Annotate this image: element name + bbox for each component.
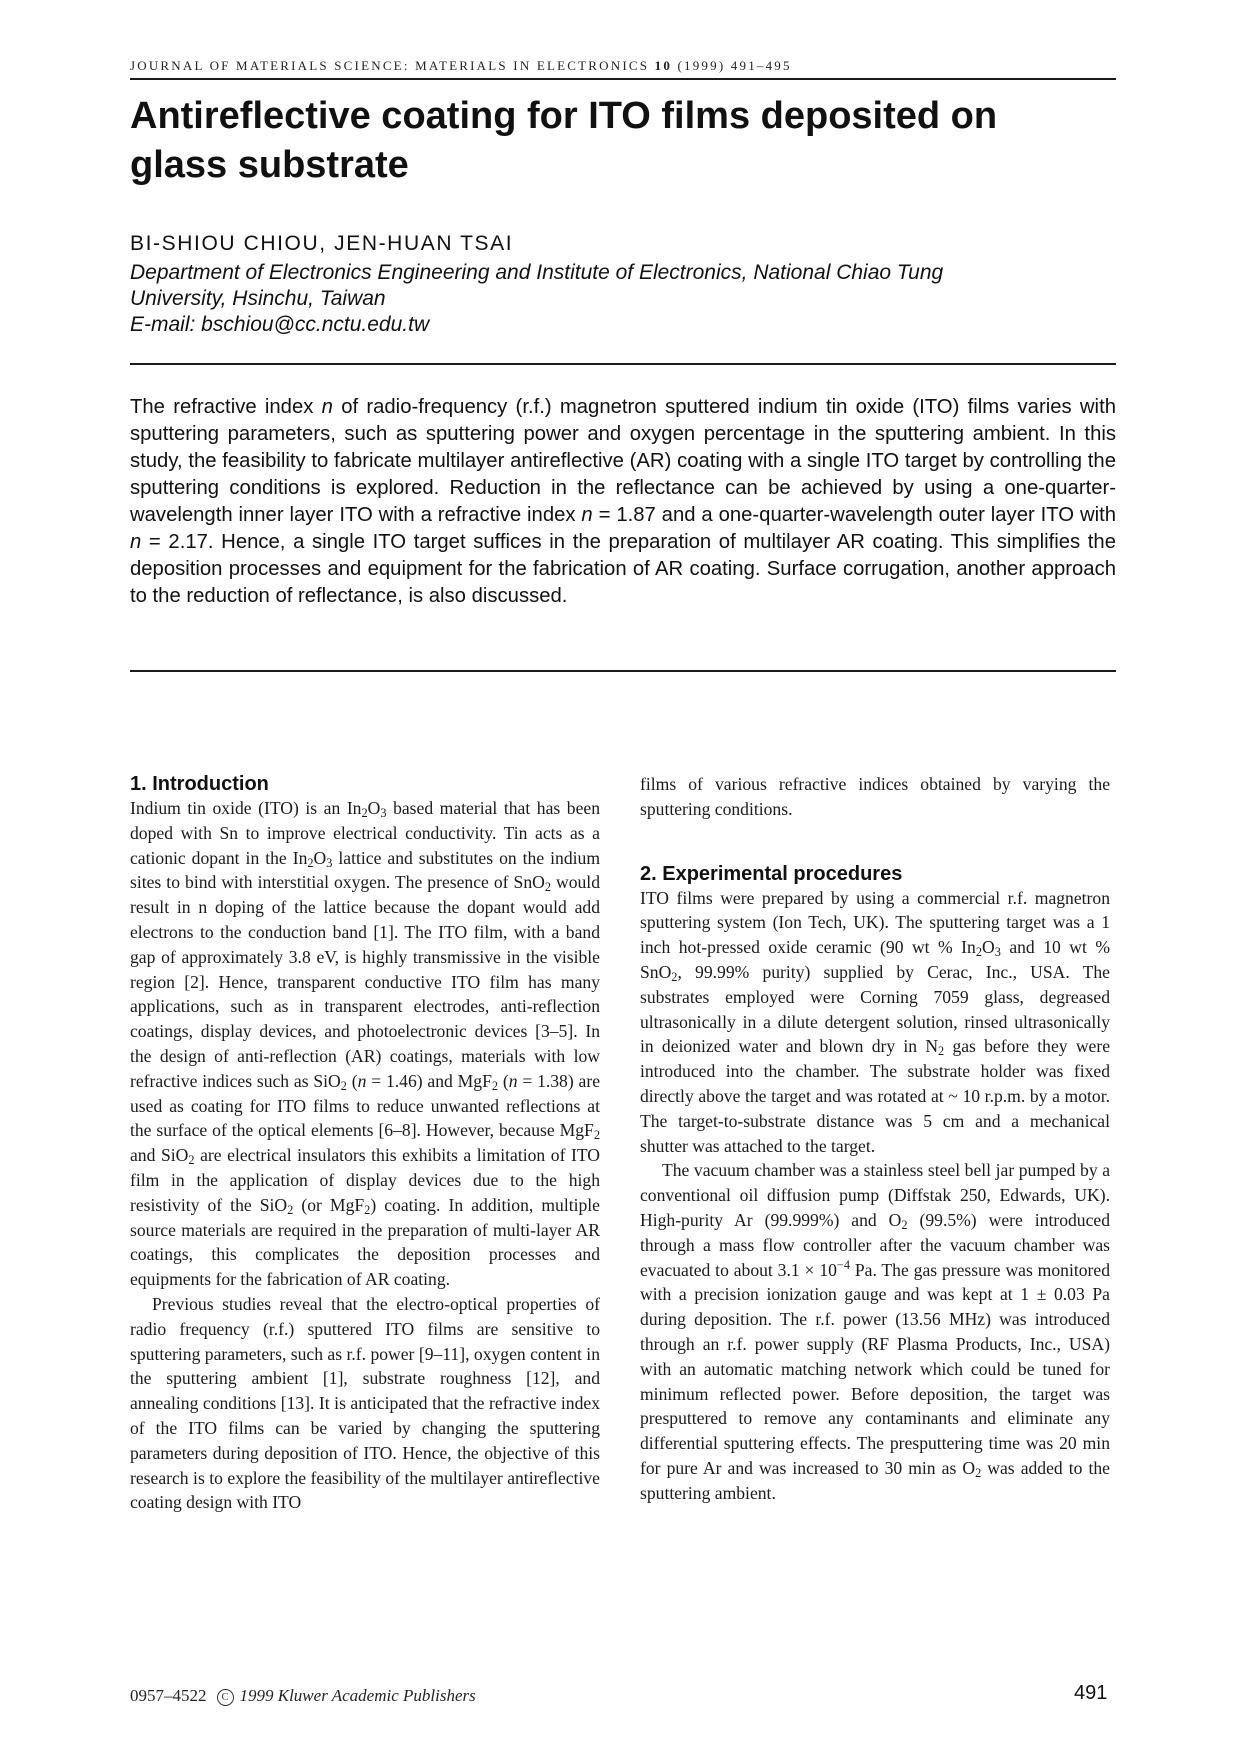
- experimental-paragraph-2: The vacuum chamber was a stainless steel bell jar pumped by a conventional oil diffusion pump (Diffstak 250, Edwards, UK). High-purity Ar (99.999%) and $O_2$ (99.5%) were introduced through a mass flow controller after the vacuum chamber was evacuated to about $3.1 \times 10^{-4}$ Pa. The gas pressure was monitored with a precision ionization gauge and was kept at 1 ± 0.03 Pa during deposition. The r.f. power (13.56 MHz) was introduced through an r.f. power supply (RF Plasma Products, Inc., USA) with an automatic matching network which could be tuned for minimum reflected power. Before deposition, the target was presputtered to remove any contaminants and eliminate any differential sputtering effects. The presputtering time was 20 min for pure Ar and was increased to 30 min as $O_2$ was added to the sputtering ambient.: [640, 1160, 1110, 1503]
- authors: BI-SHIOU CHIOU, JEN-HUAN TSAI: [130, 232, 514, 255]
- article-title: [130, 92, 1116, 190]
- affiliation: [130, 260, 1116, 338]
- journal-year-pages: (1999) 491–495: [677, 58, 792, 73]
- affiliation-line-1: Department of Electronics Engineering and Institute of Electronics, National Chiao Tung: [130, 261, 944, 284]
- left-column: [130, 772, 600, 1515]
- issn: 0957–4522: [130, 1686, 207, 1705]
- title-line-2: glass substrate: [130, 144, 409, 186]
- experimental-paragraph-1: ITO films were prepared by using a commercial r.f. magnetron sputtering system (Ion Tech, UK). The sputtering target was a 1 inch hot-pressed oxide ceramic (90 wt % $In_2O_3$ and 10 wt % SnO$_2$, 99.99% purity) supplied by Cerac, Inc., USA. The substrates employed were Corning 7059 glass, degreased ultrasonically in a dilute detergent solution, rinsed ultrasonically in deionized water and blown dry in $N_2$ gas before they were introduced into the chamber. The substrate holder was fixed directly above the target and was rotated at ~ 10 r.p.m. by a motor. The target-to-substrate distance was 5 cm and a mechanical shutter was attached to the target.: [640, 887, 1111, 1156]
- publisher: 1999 Kluwer Academic Publishers: [239, 1686, 476, 1705]
- affiliation-line-2: University, Hsinchu, Taiwan: [130, 287, 386, 310]
- abstract-bottom-rule: [130, 670, 1116, 672]
- journal-name: JOURNAL OF MATERIALS SCIENCE: MATERIALS IN ELECTRONICS: [130, 58, 650, 73]
- journal-volume: 10: [654, 58, 673, 73]
- section-heading-experimental: 2. Experimental procedures: [640, 862, 903, 885]
- footer-copyright: [130, 1686, 476, 1706]
- running-head: [130, 58, 1116, 74]
- header-rule: [130, 78, 1116, 80]
- right-column: [640, 772, 1110, 1506]
- copyright-icon: C: [217, 1689, 234, 1706]
- section-gap: [640, 822, 1110, 862]
- title-line-1: Antireflective coating for ITO films deposited on: [130, 95, 998, 137]
- author-email: E-mail: bschiou@cc.nctu.edu.tw: [130, 313, 430, 336]
- intro-paragraph-2: Previous studies reveal that the electro-optical properties of radio frequency (r.f.) sputtered ITO films are sensitive to sputtering parameters, such as r.f. power [9–11], oxygen content in the sputtering ambient [1], substrate roughness [12], and annealing conditions [13]. It is anticipated that the refractive index of the ITO films can be varied by changing the sputtering parameters during deposition of ITO. Hence, the objective of this research is to explore the feasibility of the multilayer antireflective coating design with ITO: [130, 1293, 600, 1513]
- section-heading-introduction: 1. Introduction: [130, 773, 269, 795]
- intro-paragraph-1: Indium tin oxide (ITO) is an $In_2O_3$ based material that has been doped with Sn to improve electrical conductivity. Tin acts as a cationic dopant in the $In_2O_3$ lattice and substitutes on the indium sites to bind with interstitial oxygen. The presence of SnO$_2$ would result in n doping of the lattice because the dopant would add electrons to the conduction band [1]. The ITO film, with a band gap of approximately 3.8 eV, is highly transmissive in the visible region [2]. Hence, transparent conductive ITO film has many applications, such as in transparent electrodes, anti-reflection coatings, display devices, and photoelectronic devices [3–5]. In the design of anti-reflection (AR) coatings, materials with low refractive indices such as SiO$_2$ (n = 1.46) and MgF$_2$ (n = 1.38) are used as coating for ITO films to reduce unwanted reflections at the surface of the optical elements [6–8]. However, because MgF$_2$ and SiO$_2$ are electrical insulators this exhibits a limitation of ITO film in the application of display devices due to the high resistivity of the SiO$_2$ (or MgF$_2$) coating. In addition, multiple source materials are required in the preparation of multi-layer AR coatings, this complicates the deposition processes and equipments for the fabrication of AR coating.: [130, 798, 601, 1290]
- intro-paragraph-2-continued: films of various refractive indices obtained by varying the sputtering conditions.: [640, 774, 1110, 819]
- page-number: 491: [1074, 1682, 1108, 1704]
- abstract: The refractive index n of radio-frequency (r.f.) magnetron sputtered indium tin oxide (ITO) films varies with sputtering parameters, such as sputtering power and oxygen percentage in the sputtering ambient. In this study, the feasibility to fabricate multilayer antireflective (AR) coating with a single ITO target by controlling the sputtering conditions is explored. Reduction in the reflectance can be achieved by using a one-quarter-wavelength inner layer ITO with a refractive index n = 1.87 and a one-quarter-wavelength outer layer ITO with n = 2.17. Hence, a single ITO target suffices in the preparation of multilayer AR coating. This simplifies the deposition processes and equipment for the fabrication of AR coating. Surface corrugation, another approach to the reduction of reflectance, is also discussed.: [130, 396, 1117, 607]
- abstract-top-rule: [130, 363, 1116, 365]
